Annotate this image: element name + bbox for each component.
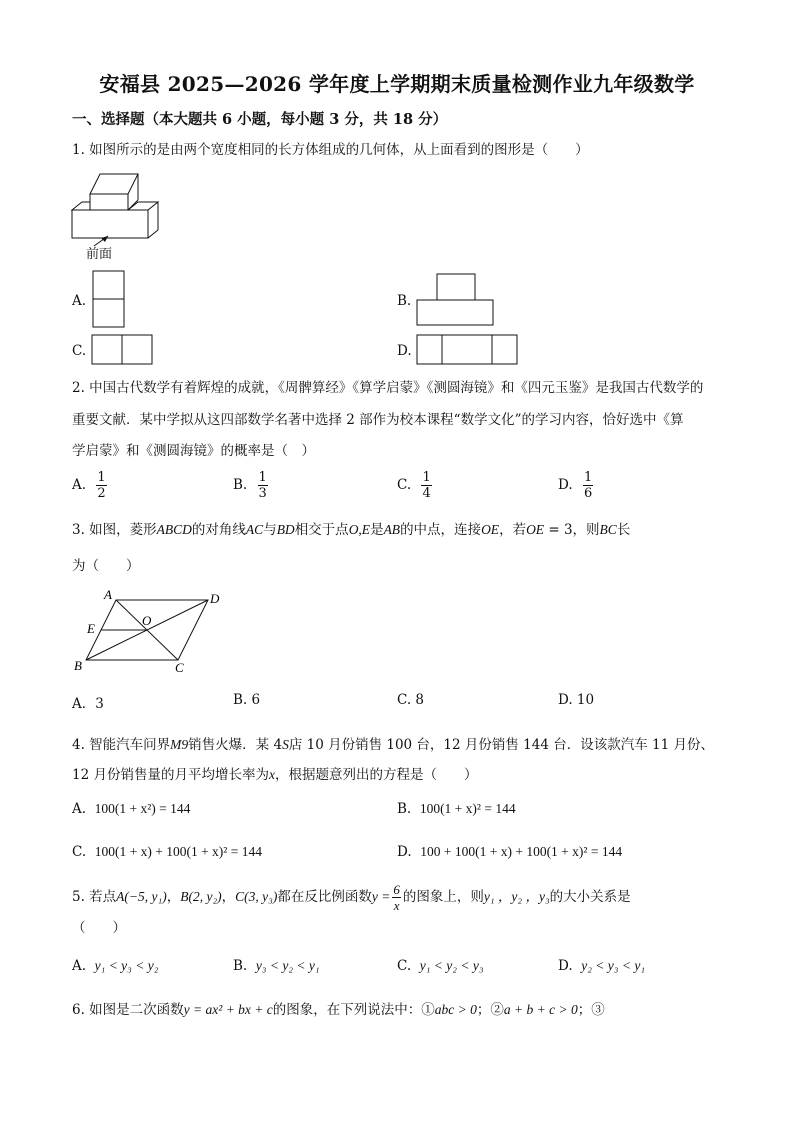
q3-line-1: 3. 如图，菱形ABCD的对角线AC与BD相交于点O,E是AB的中点，连接OE，若OE = 3，则BC长: [72, 522, 631, 538]
q1-option-c-label: C.: [72, 343, 87, 359]
q3-option-d: D. 10: [558, 692, 595, 708]
q3-option-a: A．3: [72, 696, 104, 712]
q2-line-2: 重要文献．某中学拟从这四部数学名著中选择 2 部作为校本课程“数学文化”的学习内容，恰好选中《算: [72, 412, 684, 428]
q3-label-d: D: [210, 591, 220, 606]
q2-line-1: 2. 中国古代数学有着辉煌的成就，《周髀算经》《算学启蒙》《测圆海镜》和《四元玉鉴》是我国古代数学的: [72, 380, 704, 396]
q1-option-d-label: D.: [397, 343, 412, 359]
q2-option-c: [397, 470, 432, 501]
q3-option-b: B. 6: [233, 692, 261, 708]
q4-option-d: D. 100 + 100(1 + x) + 100(1 + x)² = 144: [397, 844, 623, 860]
q2-option-b-label: B.: [233, 477, 248, 493]
q5-option-d: D. y₂ < y₃ < y₁: [558, 958, 646, 974]
q2-option-a-fraction: $\frac{1}{2}$: [97, 470, 106, 501]
q3-label-b: B: [74, 658, 82, 673]
q3-label-a: A: [104, 587, 112, 602]
q5-line-1: 5. 若点A(−5, y₁)，B(2, y₂)，C(3, y₃)都在反比例函数y = $\frac{6}{x}$ 的图象上，则y₁ ，y₂ ，y₃的大小关系是: [72, 882, 631, 913]
q1-option-b-label: B.: [397, 293, 412, 309]
q4-option-b: B. 100(1 + x)² = 144: [397, 801, 516, 817]
q2-option-d: [558, 470, 593, 501]
q5-fraction: $\frac{6}{x}$: [393, 882, 400, 913]
q3-label-c: C: [175, 660, 184, 675]
q2-option-c-label: C.: [397, 477, 412, 493]
q2-option-d-fraction: $\frac{1}{6}$: [583, 470, 593, 501]
q2-option-b: [233, 470, 268, 501]
q2-option-a-label: A.: [72, 477, 87, 493]
q1-front-label: 前面: [86, 247, 113, 262]
q5-option-c: C. y₁ < y₂ < y₃: [397, 958, 484, 974]
q2-option-b-fraction: $\frac{1}{3}$: [258, 470, 267, 501]
q2-line-3: 学启蒙》和《测圆海镜》的概率是（ ）: [72, 443, 315, 459]
page-title: 安福县 2025—2026 学年度上学期期末质量检测作业九年级数学: [99, 72, 695, 96]
q4-line-2: 12 月份销售量的月平均增长率为x，根据题意列出的方程是（ ）: [72, 767, 478, 783]
q3-label-o: O: [142, 613, 152, 628]
q6-line-1: 6. 如图是二次函数y = ax² + bx + c的图象，在下列说法中：①abc > 0；②a + b + c > 0；③: [72, 1002, 605, 1018]
q2-option-d-label: D.: [558, 477, 573, 493]
q4-option-a: A. 100(1 + x²) = 144: [72, 801, 191, 817]
q3-rhombus-figure: [72, 588, 232, 678]
q5-option-a: A. y₁ < y₃ < y₂: [72, 958, 159, 974]
q3-line-2: 为（ ）: [72, 558, 140, 574]
q2-option-c-fraction: $\frac{1}{4}$: [422, 470, 431, 501]
q1-option-c-figure: [90, 334, 156, 366]
q4-line-1: 4. 智能汽车问界M9销售火爆．某 4S店 10 月份销售 100 台，12 月份销售 144 台．设该款汽车 11 月份、: [72, 737, 715, 753]
q5-line-2: （ ）: [72, 920, 126, 936]
q1-stem: 1. 如图所示的是由两个宽度相同的长方体组成的几何体，从上面看到的图形是（ ）: [72, 142, 589, 158]
q2-option-a: [72, 470, 107, 501]
section-heading: 一、选择题（本大题共 6 小题，每小题 3 分，共 18 分）: [72, 111, 448, 128]
q1-option-b-figure: [415, 273, 497, 329]
q3-label-e: E: [87, 621, 95, 636]
q1-option-a-label: A.: [72, 293, 87, 309]
q1-option-a-figure: [92, 270, 126, 330]
q3-option-c: C. 8: [397, 692, 425, 708]
q1-option-d-figure: [415, 334, 521, 366]
q4-option-c: C. 100(1 + x) + 100(1 + x)² = 144: [72, 844, 262, 860]
q1-solid-figure: [70, 170, 170, 262]
q5-option-b: B. y₃ < y₂ < y₁: [233, 958, 320, 974]
